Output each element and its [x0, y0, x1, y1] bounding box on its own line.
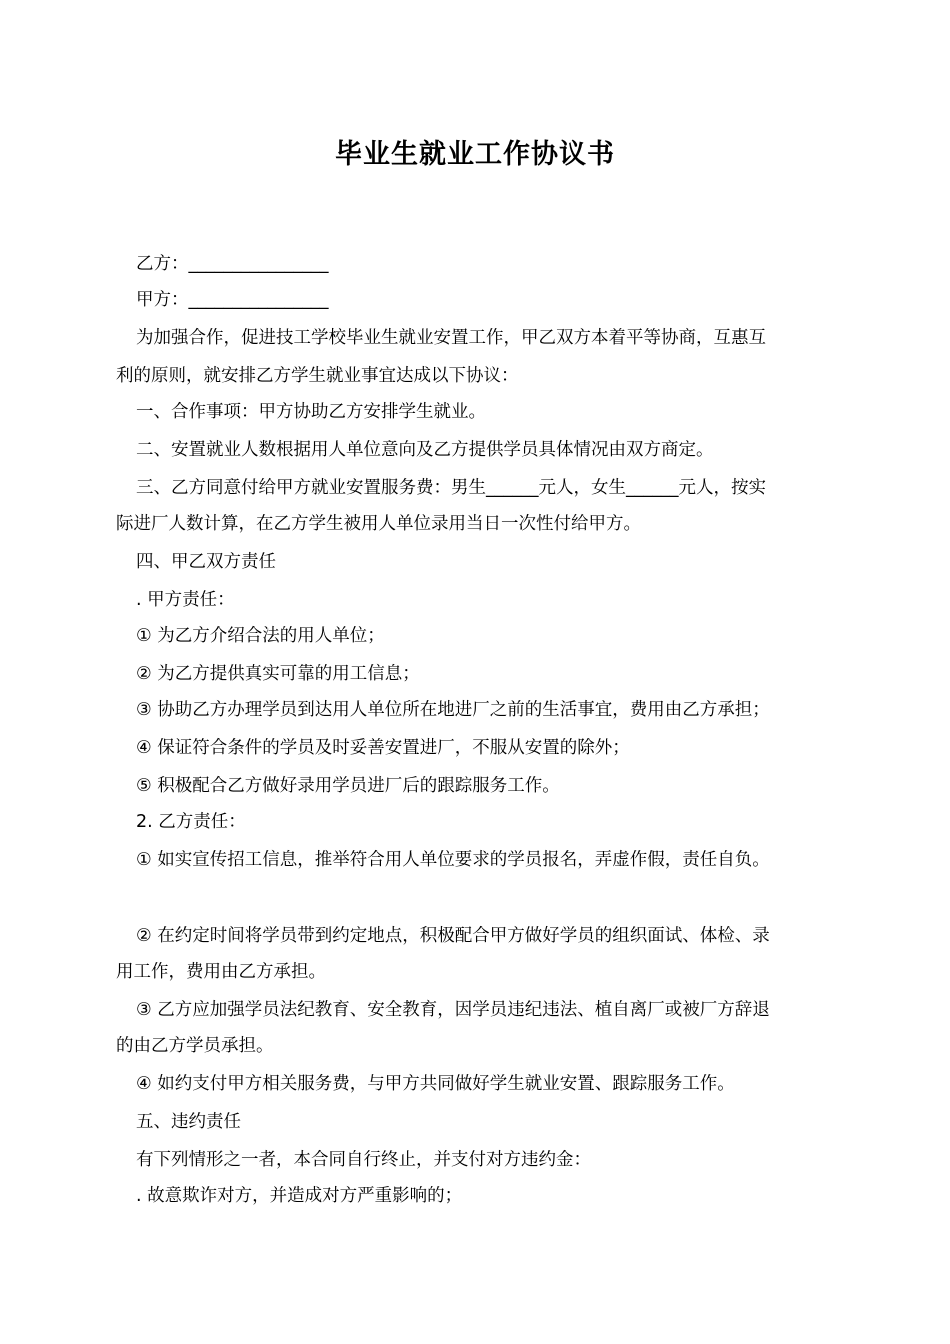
clause-2: 二、安置就业人数根据用人单位意向及乙方提供学员具体情况由双方商定。 [136, 440, 714, 460]
party-a-duty-3: ③ 协助乙方办理学员到达用人单位所在地进厂之前的生活事宜，费用由乙方承担； [136, 700, 770, 720]
party-b-duty-2-line-2: 用工作，费用由乙方承担。 [116, 962, 326, 982]
breach-case-1: . 故意欺诈对方，并造成对方严重影响的； [136, 1186, 463, 1206]
party-a-line: 甲方：________________ [136, 290, 329, 310]
party-b-duties-heading: 2. 乙方责任： [136, 812, 246, 832]
clause-4-heading: 四、甲乙双方责任 [136, 552, 276, 572]
paragraph-intro-line-1: 为加强合作，促进技工学校毕业生就业安置工作，甲乙双方本着平等协商，互惠互 [136, 328, 766, 348]
party-b-line: 乙方：________________ [136, 254, 329, 274]
document-title: 毕业生就业工作协议书 [335, 139, 615, 170]
party-a-duty-1: ① 为乙方介绍合法的用人单位； [136, 626, 385, 646]
clause-1: 一、合作事项：甲方协助乙方安排学生就业。 [136, 402, 486, 422]
party-b-duty-3-line-2: 的由乙方学员承担。 [116, 1036, 274, 1056]
breach-intro: 有下列情形之一者，本合同自行终止，并支付对方违约金： [136, 1150, 591, 1170]
party-b-duty-1: ① 如实宣传招工信息，推举符合用人单位要求的学员报名，弄虚作假，责任自负。 [136, 850, 770, 870]
clause-5-heading: 五、违约责任 [136, 1112, 241, 1132]
party-a-duty-5: ⑤ 积极配合乙方做好录用学员进厂后的跟踪服务工作。 [136, 776, 560, 796]
clause-3-line-1: 三、乙方同意付给甲方就业安置服务费：男生______元人，女生______元人，按实 [136, 478, 766, 498]
party-a-duty-4: ④ 保证符合条件的学员及时妥善安置进厂，不服从安置的除外； [136, 738, 630, 758]
party-a-duty-2: ② 为乙方提供真实可靠的用工信息； [136, 664, 420, 684]
party-a-duties-heading: . 甲方责任： [136, 590, 235, 610]
paragraph-intro-line-2: 利的原则，就安排乙方学生就业事宜达成以下协议： [116, 366, 519, 386]
party-b-duty-4: ④ 如约支付甲方相关服务费，与甲方共同做好学生就业安置、跟踪服务工作。 [136, 1074, 735, 1094]
clause-3-line-2: 际进厂人数计算，在乙方学生被用人单位录用当日一次性付给甲方。 [116, 514, 641, 534]
party-b-duty-2-line-1: ② 在约定时间将学员带到约定地点，积极配合甲方做好学员的组织面试、体检、录 [136, 926, 770, 946]
party-b-duty-3-line-1: ③ 乙方应加强学员法纪教育、安全教育，因学员违纪违法、植自离厂或被厂方辞退 [136, 1000, 770, 1020]
